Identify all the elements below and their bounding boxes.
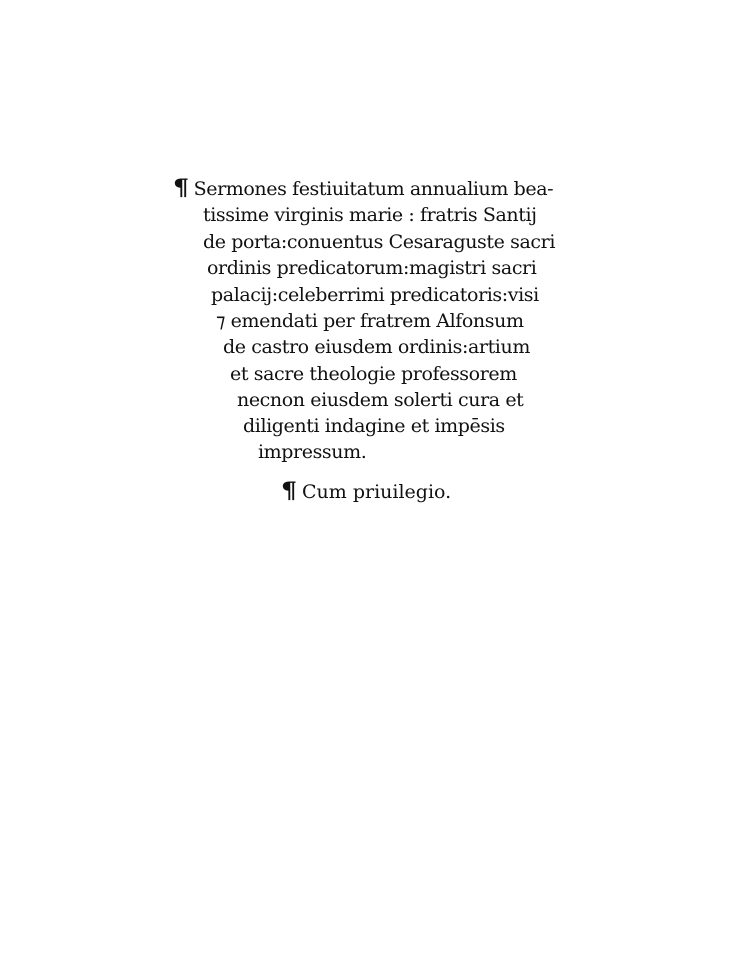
title-line-1: ¶ Sermones festiuitatum annualium bea-	[172, 175, 554, 201]
paragraph-mark-icon: ¶	[172, 175, 189, 201]
privilege-line	[282, 478, 451, 504]
privilege-text: Cum priuilegio.	[302, 481, 452, 503]
title-line-9: necnon eiusdem solerti cura et	[237, 389, 524, 411]
title-line-3: de porta:conuentus Cesaraguste sacri	[203, 231, 556, 253]
title-line-2: tissime virginis marie : fratris Santij	[203, 204, 537, 226]
title-line-8: et sacre theologie professorem	[230, 363, 517, 385]
title-line-5: palacij:celeberrimi predicatoris:visi	[211, 284, 539, 306]
title-line-6: ⁊ emendati per fratrem Alfonsum	[216, 310, 524, 332]
title-line-4: ordinis predicatorum:magistri sacri	[207, 257, 537, 279]
title-line-7: de castro eiusdem ordinis:artium	[223, 336, 530, 358]
title-line-11: impressum.	[258, 441, 367, 463]
paragraph-mark-icon: ¶	[280, 478, 298, 504]
title-line-10: diligenti indagine et impēsis	[243, 415, 505, 437]
